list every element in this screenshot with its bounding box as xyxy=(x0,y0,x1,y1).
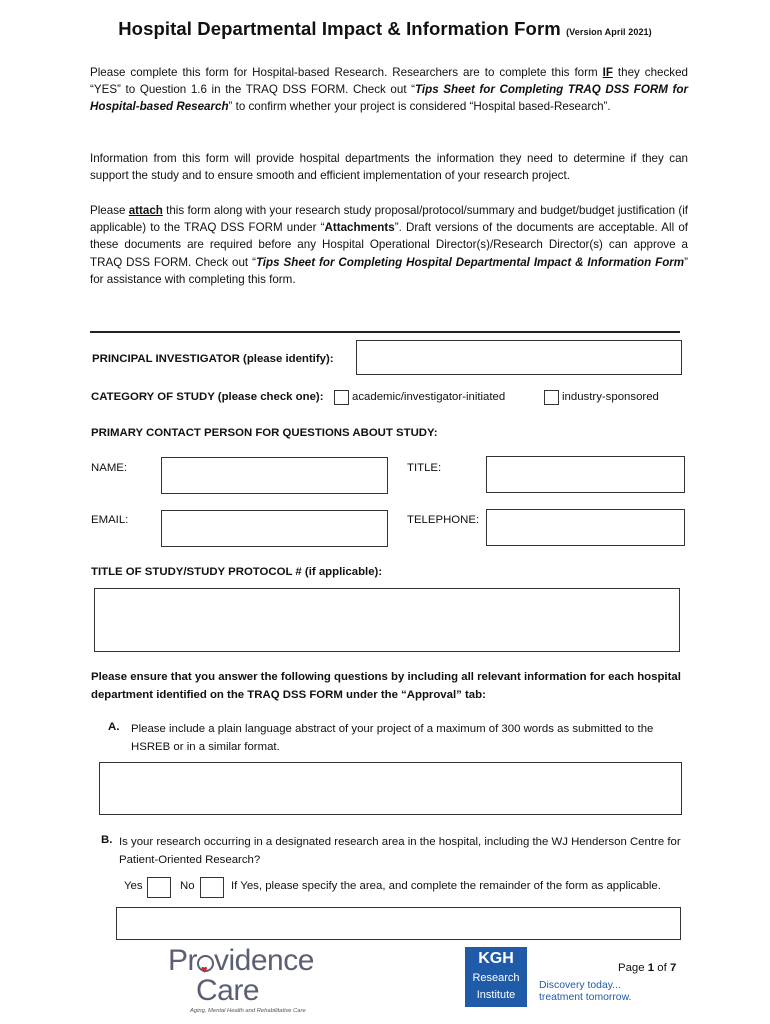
intro-p1-text-b: they checked “YES” to Question 1.6 in the TRAQ DSS FORM. Check out “ xyxy=(90,66,688,97)
study-title-label: TITLE OF STUDY/STUDY PROTOCOL # (if applicable): xyxy=(91,566,383,578)
page-total: 7 xyxy=(669,962,677,974)
question-b-followup: If Yes, please specify the area, and complete the remainder of the form as applicable. xyxy=(231,880,661,892)
title-input[interactable] xyxy=(486,456,685,493)
heart-icon: ♥ xyxy=(201,964,208,976)
page-of: of xyxy=(654,962,670,974)
pc-name-part-1: Pr xyxy=(168,944,197,977)
heart-o-icon xyxy=(197,955,214,976)
intro-paragraph-2: Information from this form will provide hospital departments the information they need to determine if they can support the study and to ensure smooth and efficient implementation of your research project. xyxy=(90,152,688,183)
yes-checkbox[interactable] xyxy=(147,877,171,898)
question-b-text: Is your research occurring in a designated research area in the hospital, including the WJ Henderson Centre for Patient-Oriented Research? xyxy=(119,836,681,866)
email-label: EMAIL: xyxy=(91,514,129,526)
intro-p1-text: Please complete this form for Hospital-based Research. Researchers are to complete this form xyxy=(90,66,603,79)
contact-label: PRIMARY CONTACT PERSON FOR QUESTIONS ABOUT STUDY: xyxy=(91,427,438,439)
kgh-research: Research xyxy=(472,972,520,984)
section-divider xyxy=(90,331,680,333)
pi-label: PRINCIPAL INVESTIGATOR (please identify): xyxy=(92,353,334,365)
intro-p3-text-c: ”. Draft versions of the documents are acceptable. All of these documents are required before any Hospital Operational Director(s)/Research Director(s) can approve a TRAQ DSS FORM. Check out “ xyxy=(90,221,688,269)
form-title-text: Hospital Departmental Impact & Information Form xyxy=(118,18,561,39)
no-label: No xyxy=(180,880,195,892)
industry-checkbox[interactable] xyxy=(544,390,559,405)
slogan-line-2: treatment tomorrow. xyxy=(539,992,632,1003)
name-label: NAME: xyxy=(91,462,128,474)
question-a-letter: A. xyxy=(108,721,120,733)
abstract-input[interactable] xyxy=(99,762,682,815)
slogan-line-1: Discovery today... xyxy=(539,980,621,991)
study-title-input[interactable] xyxy=(94,588,680,652)
intro-paragraph-3 xyxy=(90,202,688,288)
attachments-emphasis: Attachments xyxy=(324,221,395,235)
kgh-slogan xyxy=(539,980,631,1004)
pc-tagline: Aging, Mental Health and Rehabilitative Care xyxy=(190,1008,306,1014)
attach-emphasis: attach xyxy=(128,204,163,217)
kgh-research-institute-logo xyxy=(465,947,527,1007)
yes-label: Yes xyxy=(124,880,143,892)
intro-p3-text-d: ” for assistance with completing this form. xyxy=(90,255,688,286)
page-current: 1 xyxy=(647,962,655,974)
kgh-institute: Institute xyxy=(476,989,516,1001)
tips-sheet-reference-2: Tips Sheet for Completing Hospital Departmental Impact & Information Form xyxy=(255,255,685,269)
telephone-input[interactable] xyxy=(486,509,685,546)
providence-wordmark xyxy=(168,946,314,976)
kgh-wordmark: KGH xyxy=(478,950,514,967)
page-number xyxy=(618,962,676,974)
email-input[interactable] xyxy=(161,510,388,547)
care-wordmark: Care xyxy=(196,974,260,1007)
intro-p3-text-b: this form along with your research study proposal/protocol/summary and budget/budget justification (if applicable) to the TRAQ DSS FORM under “ xyxy=(90,204,688,235)
intro-paragraph-1 xyxy=(90,64,688,116)
page-prefix: Page xyxy=(618,962,648,974)
title-label: TITLE: xyxy=(407,462,442,474)
tips-sheet-reference: Tips Sheet for Completing TRAQ DSS FORM for Hospital-based Research xyxy=(90,83,688,114)
intro-p1-text-c: ” to confirm whether your project is considered “Hospital based-Research”. xyxy=(228,100,611,114)
intro-p1-if: IF xyxy=(602,66,613,79)
pc-name-part-2: vidence xyxy=(214,944,314,977)
form-version: (Version April 2021) xyxy=(566,27,652,37)
research-area-input[interactable] xyxy=(116,907,681,940)
question-a-text: Please include a plain language abstract of your project of a maximum of 300 words as submitted to the HSREB or in a similar format. xyxy=(131,723,654,753)
category-label: CATEGORY OF STUDY (please check one): xyxy=(91,391,324,403)
pi-input[interactable] xyxy=(356,340,682,375)
form-title xyxy=(0,18,770,40)
no-checkbox[interactable] xyxy=(200,877,224,898)
telephone-label: TELEPHONE: xyxy=(407,514,480,526)
intro-p3-text: Please xyxy=(90,204,129,217)
providence-care-logo xyxy=(168,946,314,1014)
industry-option-label: industry-sponsored xyxy=(562,391,659,403)
academic-checkbox[interactable] xyxy=(334,390,349,405)
academic-option-label: academic/investigator-initiated xyxy=(352,391,506,403)
questions-intro: Please ensure that you answer the following questions by including all relevant information for each hospital department identified on the TRAQ DSS FORM under the “Approval” tab: xyxy=(91,671,681,701)
question-b-letter: B. xyxy=(101,834,113,846)
name-input[interactable] xyxy=(161,457,388,494)
